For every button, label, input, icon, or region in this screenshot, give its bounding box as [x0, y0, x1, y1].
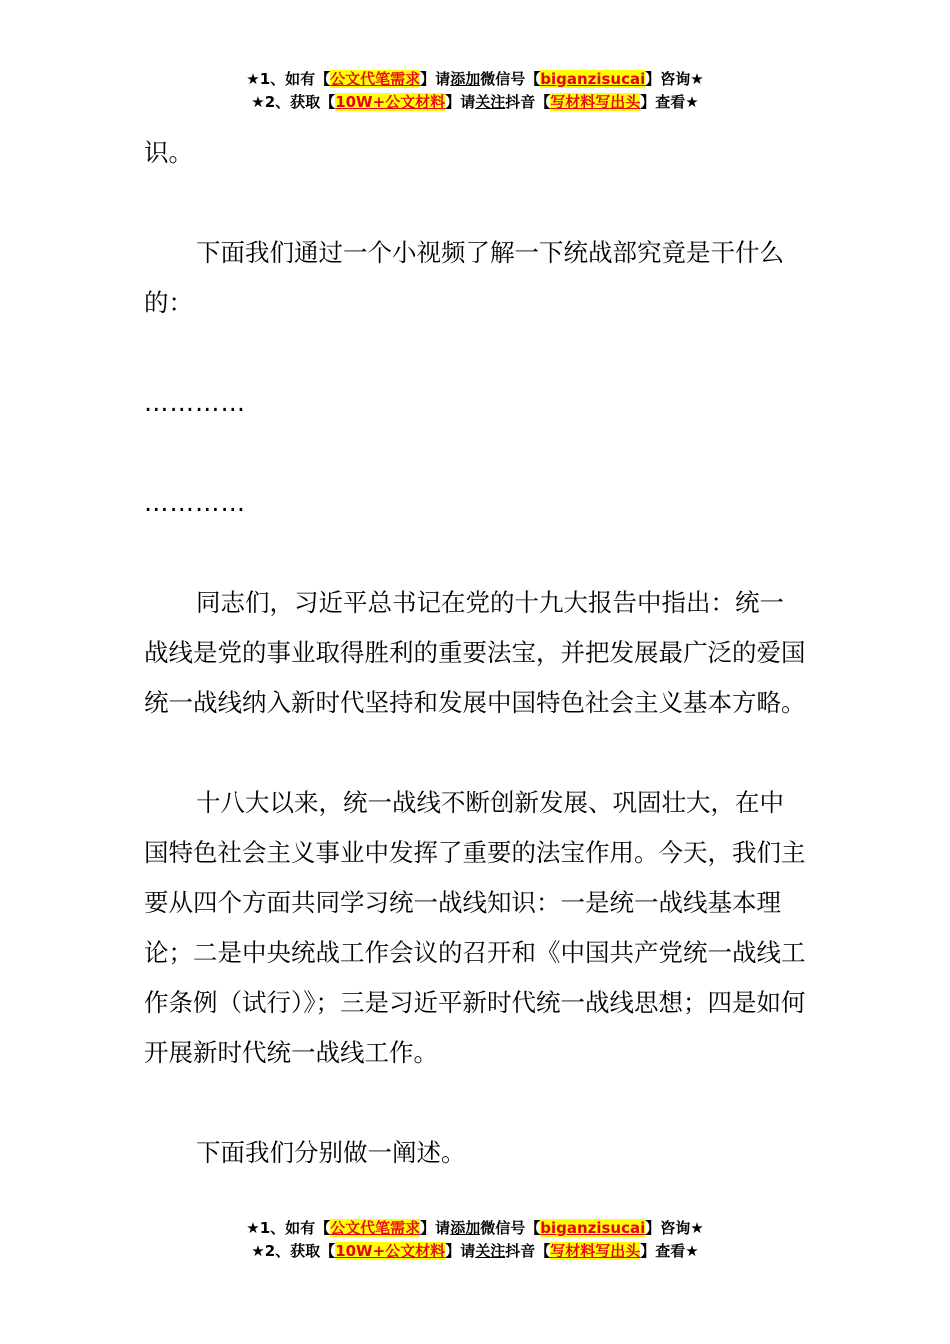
banner-highlight-douyin: 写材料写出头: [550, 1242, 641, 1260]
banner-highlight-service: 公文代笔需求: [330, 1219, 421, 1237]
banner-highlight-wechat-id: biganzisucai: [540, 70, 646, 88]
banner-line-2: ★2、获取【10W+公文材料】请关注抖音【写材料写出头】查看★: [251, 1242, 699, 1260]
banner-line-1: ★1、如有【公文代笔需求】请添加微信号【biganzisucai】咨询★: [246, 70, 704, 88]
paragraph-closing: 下面我们分别做一阐述。: [196, 1138, 466, 1167]
document-body: [144, 128, 808, 1178]
paragraph-nineteenth-congress: 同志们，习近平总书记在党的十九大报告中指出：统一战线是党的事业取得胜利的重要法宝，并把发展最广泛的爱国统一战线纳入新时代坚持和发展中国特色社会主义基本方略。: [144, 588, 806, 717]
banner-line-1: ★1、如有【公文代笔需求】请添加微信号【biganzisucai】咨询★: [246, 1219, 704, 1237]
footer-banner: [0, 1217, 950, 1263]
banner-highlight-materials: 10W+公文材料: [335, 1242, 446, 1260]
header-banner: [0, 68, 950, 114]
banner-line-2: ★2、获取【10W+公文材料】请关注抖音【写材料写出头】查看★: [251, 93, 699, 111]
ellipsis-line: …………: [144, 388, 246, 417]
banner-highlight-service: 公文代笔需求: [330, 70, 421, 88]
ellipsis-line: …………: [144, 488, 246, 517]
paragraph-video-intro: 下面我们通过一个小视频了解一下统战部究竟是干什么的：: [144, 238, 784, 317]
paragraph-fragment: 识。: [144, 138, 193, 167]
banner-highlight-materials: 10W+公文材料: [335, 93, 446, 111]
banner-highlight-wechat-id: biganzisucai: [540, 1219, 646, 1237]
paragraph-since-eighteenth: 十八大以来，统一战线不断创新发展、巩固壮大，在中国特色社会主义事业中发挥了重要的法宝作用。今天，我们主要从四个方面共同学习统一战线知识：一是统一战线基本理论；二是中央统战工作会议的召开和《中国共产党统一战线工作条例（试行）》；三是习近平新时代统一战线思想；四是如何开展新时代统一战线工作。: [144, 788, 806, 1067]
banner-highlight-douyin: 写材料写出头: [550, 93, 641, 111]
